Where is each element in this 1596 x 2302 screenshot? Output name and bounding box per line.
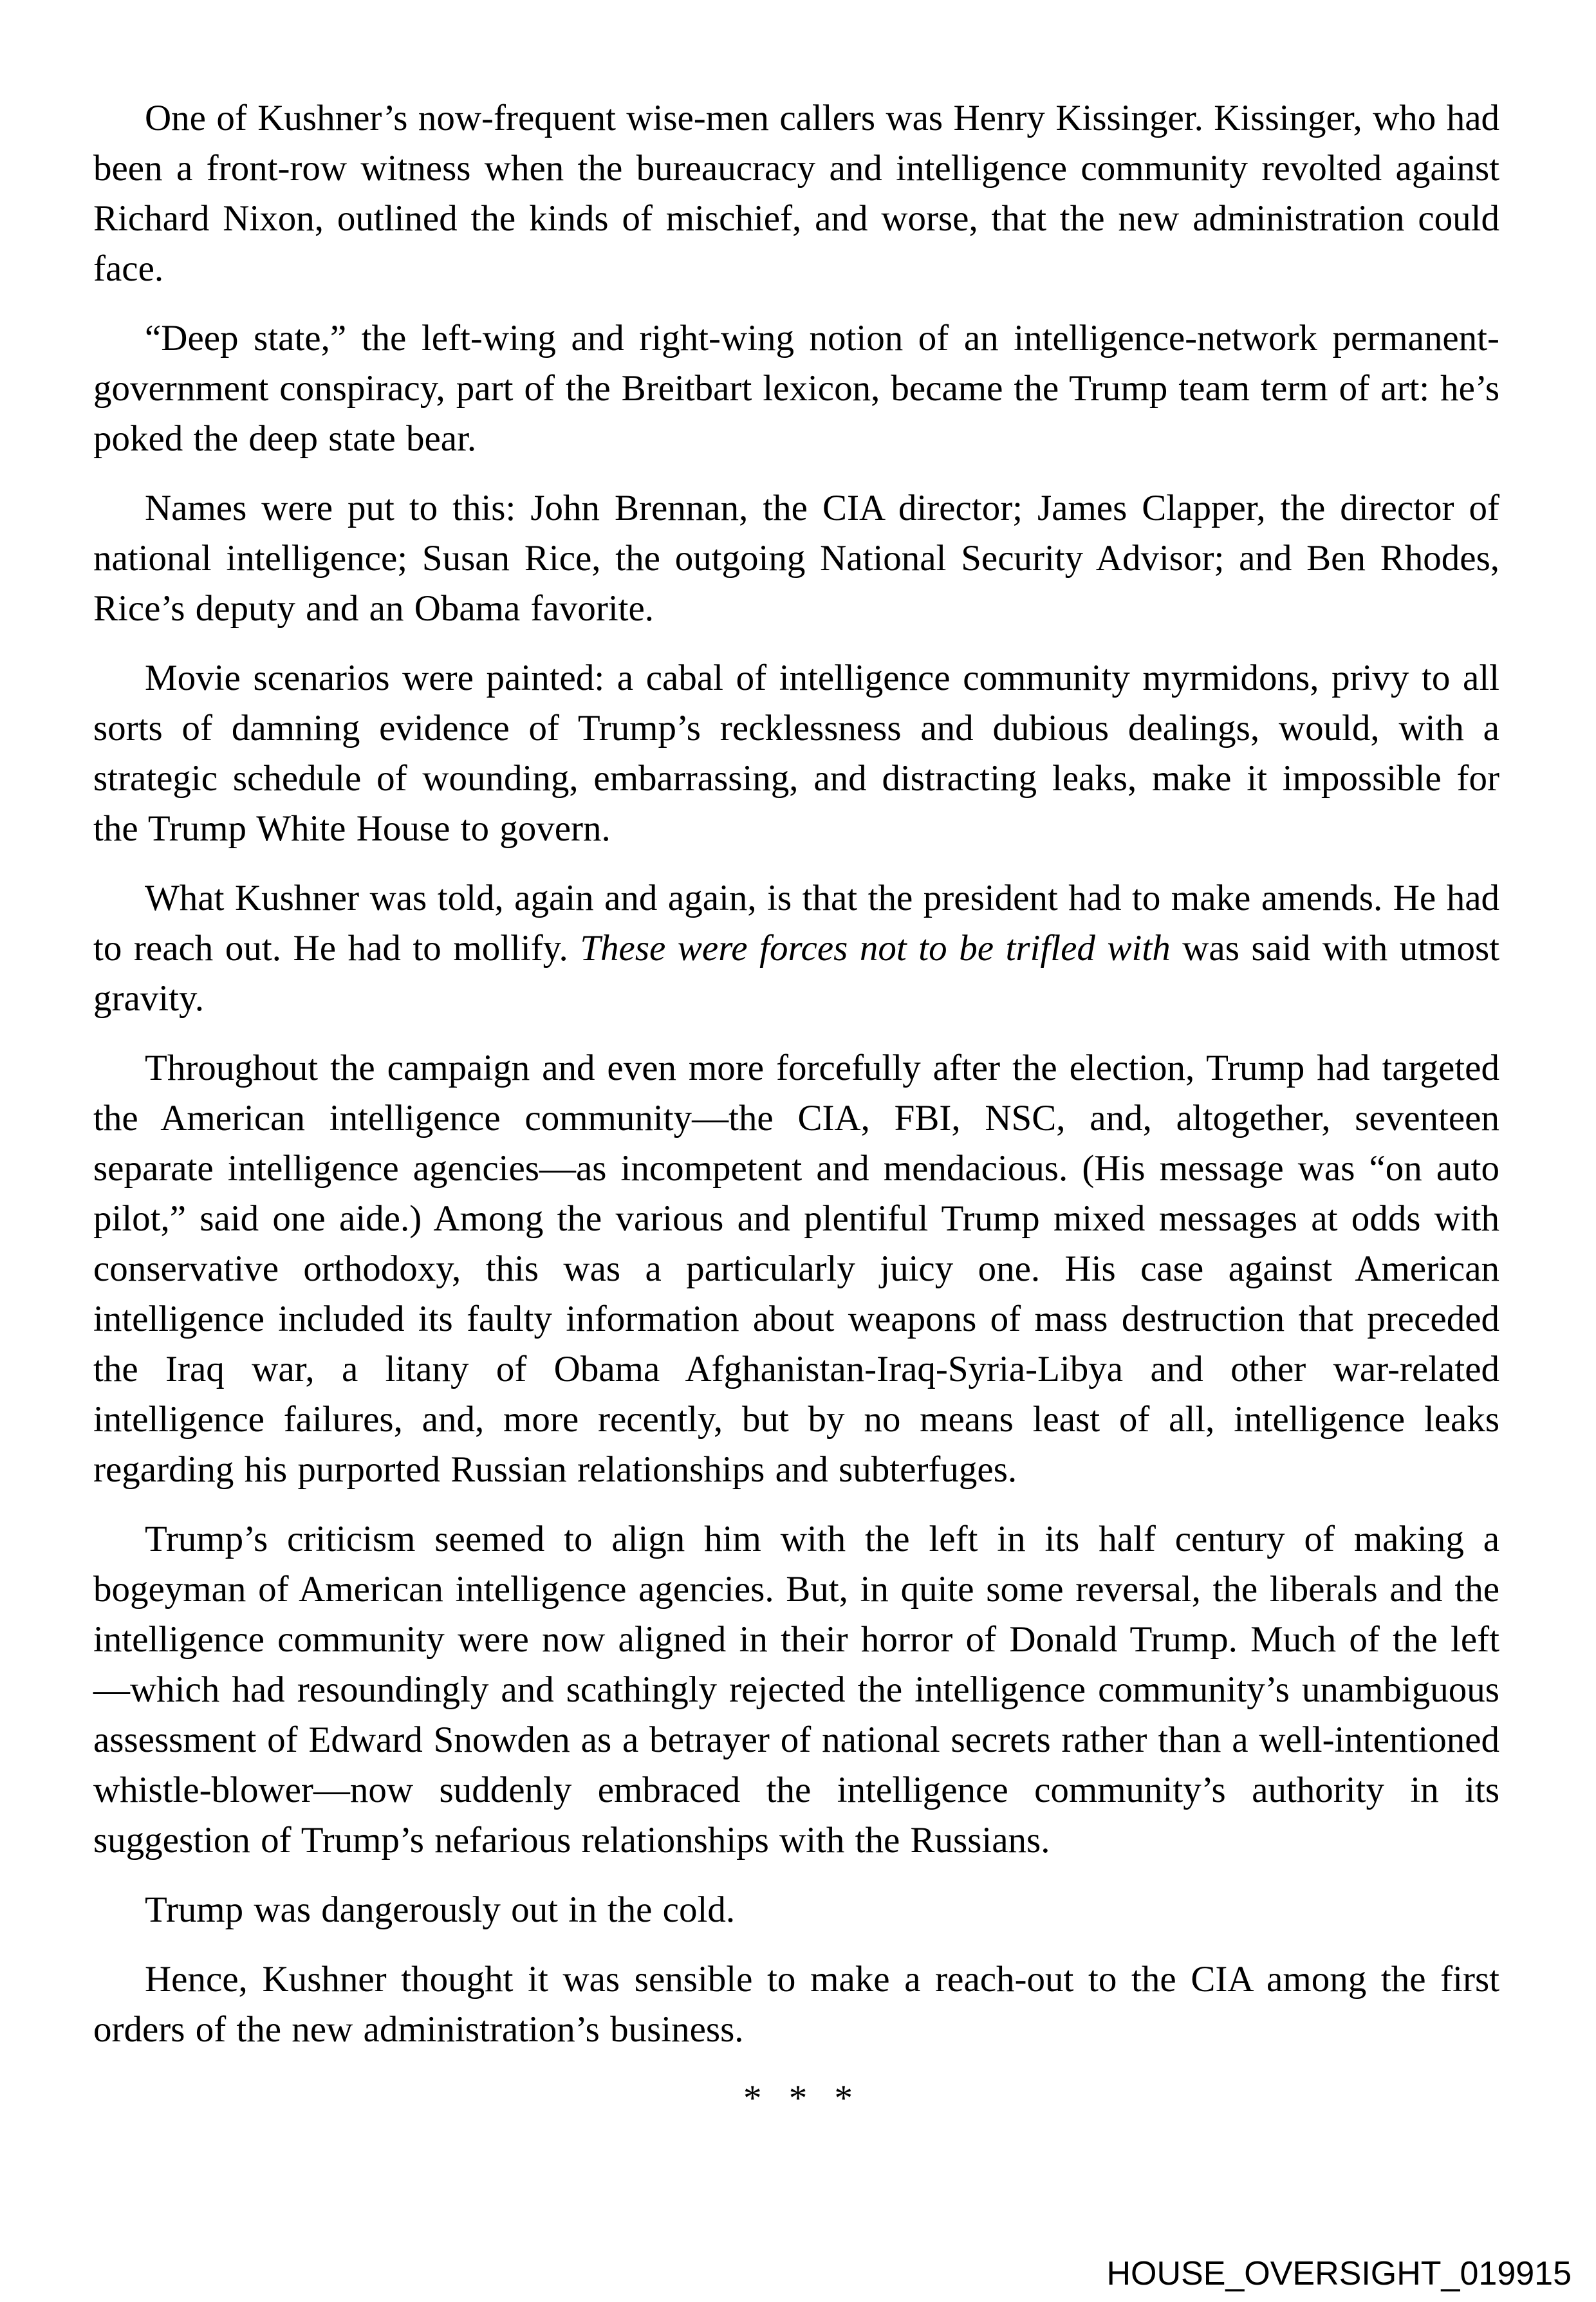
paragraph-text: was said with utmost gravity. <box>93 928 1499 1019</box>
paragraph-text: Hence, Kushner thought it was sensible to make a reach-out to the CIA among the first orders of the new administration’s business. <box>93 1959 1499 2050</box>
paragraph <box>93 1514 1499 1866</box>
paragraph-text: Movie scenarios were painted: a cabal of intelligence community myrmidons, privy to all sorts of damning evidence of Trump’s recklessness and dubious dealings, would, with a strategic schedule of wounding, embarrassing, and distracting leaks, make it impossible for the Trump White House to govern. <box>93 658 1499 849</box>
paragraph <box>93 873 1499 1024</box>
section-break-asterisks: * * * <box>743 2078 853 2119</box>
paragraph-text-italic: These were forces not to be trifled with <box>580 928 1171 969</box>
paragraph <box>93 313 1499 464</box>
paragraph <box>93 1954 1499 2055</box>
paragraph-text: Names were put to this: John Brennan, the CIA director; James Clapper, the director of national intelligence; Susan Rice, the outgoing National Security Advisor; and Ben Rhodes, Rice’s deputy and an Obama favorite. <box>93 488 1499 629</box>
paragraph <box>93 1043 1499 1495</box>
paragraph-text: Trump’s criticism seemed to align him with the left in its half century of making a bogeyman of American intelligence agencies. But, in quite some reversal, the liberals and the intelligence community were now aligned in their horror of Donald Trump. Much of the left—which had resoundingly and scathingly rejected the intelligence community’s unambiguous assessment of Edward Snowden as a betrayer of national secrets rather than a well-intentioned whistle-blower—now suddenly embraced the intelligence community’s authority in its suggestion of Trump’s nefarious relationships with the Russians. <box>93 1519 1499 1861</box>
paragraph <box>93 1885 1499 1935</box>
bates-number: HOUSE_OVERSIGHT_019915 <box>1106 2255 1572 2292</box>
paragraph <box>93 93 1499 294</box>
paragraph-text: “Deep state,” the left-wing and right-wing notion of an intelligence-network permanent-government conspiracy, part of the Breitbart lexicon, became the Trump team term of art: he’s poked the deep state bear. <box>93 318 1499 459</box>
paragraph <box>93 483 1499 634</box>
paragraph <box>93 653 1499 854</box>
paragraph-text: Trump was dangerously out in the cold. <box>145 1889 736 1930</box>
paragraph-text: Throughout the campaign and even more forcefully after the election, Trump had targeted the American intelligence community—the CIA, FBI, NSC, and, altogether, seventeen separate intelligence agencies—as incompetent and mendacious. (His message was “on auto pilot,” said one aide.) Among the various and plentiful Trump mixed messages at odds with conservative orthodoxy, this was a particularly juicy one. His case against American intelligence included its faulty information about weapons of mass destruction that preceded the Iraq war, a litany of Obama Afghanistan-Iraq-Syria-Libya and other war-related intelligence failures, and, more recently, but by no means least of all, intelligence leaks regarding his purported Russian relationships and subterfuges. <box>93 1048 1499 1490</box>
body-text <box>93 93 1499 2074</box>
paragraph-text: One of Kushner’s now-frequent wise-men callers was Henry Kissinger. Kissinger, who had been a front-row witness when the bureaucracy and intelligence community revolted against Richard Nixon, outlined the kinds of mischief, and worse, that the new administration could face. <box>93 98 1499 289</box>
paragraph-text: What Kushner was told, again and again, is that the president had to make amends. He had to reach out. He had to mollify. <box>93 878 1499 969</box>
